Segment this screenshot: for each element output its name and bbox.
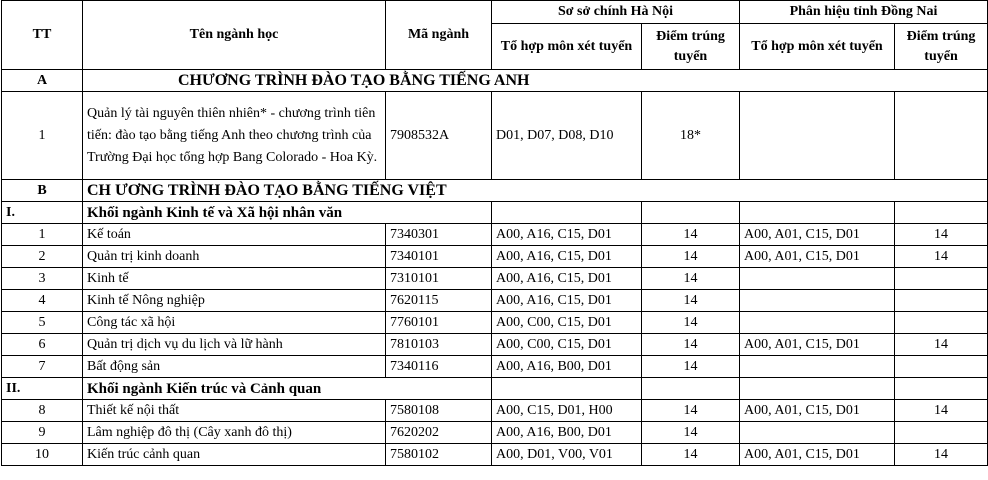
- table-header: [2, 1, 988, 70]
- header-tt: TT: [2, 1, 83, 70]
- row-program-code: 7340301: [386, 224, 492, 246]
- table-row: [2, 224, 988, 246]
- row-dongnai-score: [895, 356, 988, 378]
- section-code: I.: [2, 202, 83, 224]
- row-dongnai-combo: [740, 312, 895, 334]
- header-program-name: Tên ngành học: [83, 1, 386, 70]
- row-dongnai-score: 14: [895, 246, 988, 268]
- row-dongnai-combo: [740, 356, 895, 378]
- row-dongnai-combo: A00, A01, C15, D01: [740, 334, 895, 356]
- row-program-code: 7620115: [386, 290, 492, 312]
- row-dongnai-score: [895, 92, 988, 180]
- row-hanoi-combo: A00, A16, C15, D01: [492, 290, 642, 312]
- section-row-a: [2, 70, 988, 92]
- section-row-b: [2, 180, 988, 202]
- row-hanoi-score: 14: [642, 224, 740, 246]
- section-code: II.: [2, 378, 83, 400]
- row-program-code: 7620202: [386, 422, 492, 444]
- header-hanoi-campus: Sơ sở chính Hà Nội: [492, 1, 740, 24]
- row-program-name: Quản lý tài nguyên thiên nhiên* - chương trình tiên tiến: đào tạo bằng tiếng Anh theo chương trình của Trường Đại học tổng hợp Bang Colorado - Hoa Kỳ.: [83, 92, 386, 180]
- row-hanoi-score: 14: [642, 268, 740, 290]
- row-program-code: 7580108: [386, 400, 492, 422]
- table-row: [2, 334, 988, 356]
- row-hanoi-score: 14: [642, 422, 740, 444]
- row-dongnai-combo: A00, A01, C15, D01: [740, 444, 895, 466]
- row-program-code: 7340116: [386, 356, 492, 378]
- row-program-code: 7810103: [386, 334, 492, 356]
- row-tt: 7: [2, 356, 83, 378]
- header-hanoi-score: Điểm trúng tuyển: [642, 24, 740, 70]
- section-row-ii: [2, 378, 988, 400]
- table-row: [2, 268, 988, 290]
- table-row: [2, 422, 988, 444]
- header-dongnai-campus: Phân hiệu tỉnh Đồng Nai: [740, 1, 988, 24]
- row-dongnai-combo: [740, 290, 895, 312]
- section-title: Khối ngành Kinh tế và Xã hội nhân văn: [83, 202, 492, 224]
- row-hanoi-combo: A00, A16, C15, D01: [492, 268, 642, 290]
- row-dongnai-combo: [740, 92, 895, 180]
- row-hanoi-score: 14: [642, 246, 740, 268]
- table-row: [2, 400, 988, 422]
- row-dongnai-combo: A00, A01, C15, D01: [740, 224, 895, 246]
- row-program-name: Công tác xã hội: [83, 312, 386, 334]
- header-dongnai-score: Điểm trúng tuyển: [895, 24, 988, 70]
- row-dongnai-score: [895, 422, 988, 444]
- row-program-code: 7580102: [386, 444, 492, 466]
- section-row-i: [2, 202, 988, 224]
- row-hanoi-combo: A00, D01, V00, V01: [492, 444, 642, 466]
- row-hanoi-score: 14: [642, 400, 740, 422]
- row-hanoi-combo: A00, C00, C15, D01: [492, 312, 642, 334]
- section-title: Khối ngành Kiến trúc và Cảnh quan: [83, 378, 492, 400]
- admission-scores-table: [1, 0, 988, 466]
- row-tt: 8: [2, 400, 83, 422]
- row-tt: 4: [2, 290, 83, 312]
- section-title: CH ƯƠNG TRÌNH ĐÀO TẠO BẰNG TIẾNG VIỆT: [83, 180, 988, 202]
- row-dongnai-combo: [740, 422, 895, 444]
- row-program-name: Kinh tế Nông nghiệp: [83, 290, 386, 312]
- section-title: CHƯƠNG TRÌNH ĐÀO TẠO BẰNG TIẾNG ANH: [83, 70, 988, 92]
- row-dongnai-score: 14: [895, 444, 988, 466]
- row-hanoi-score: 14: [642, 290, 740, 312]
- row-program-name: Kinh tế: [83, 268, 386, 290]
- row-program-code: 7760101: [386, 312, 492, 334]
- row-hanoi-score: 14: [642, 356, 740, 378]
- row-tt: 6: [2, 334, 83, 356]
- row-program-code: 7340101: [386, 246, 492, 268]
- row-program-name: Thiết kế nội thất: [83, 400, 386, 422]
- row-hanoi-combo: D01, D07, D08, D10: [492, 92, 642, 180]
- row-program-name: Quản trị dịch vụ du lịch và lữ hành: [83, 334, 386, 356]
- row-hanoi-score: 14: [642, 334, 740, 356]
- table-row: [2, 246, 988, 268]
- row-program-name: Bất động sản: [83, 356, 386, 378]
- row-tt: 1: [2, 224, 83, 246]
- row-hanoi-combo: A00, A16, C15, D01: [492, 246, 642, 268]
- row-tt: 3: [2, 268, 83, 290]
- table-row: [2, 312, 988, 334]
- section-code: A: [2, 70, 83, 92]
- row-dongnai-combo: A00, A01, C15, D01: [740, 246, 895, 268]
- row-tt: 2: [2, 246, 83, 268]
- row-hanoi-score: 14: [642, 444, 740, 466]
- row-hanoi-combo: A00, C15, D01, H00: [492, 400, 642, 422]
- row-program-name: Quản trị kinh doanh: [83, 246, 386, 268]
- row-dongnai-score: [895, 290, 988, 312]
- table-row: [2, 290, 988, 312]
- table-row: [2, 444, 988, 466]
- row-program-name: Kế toán: [83, 224, 386, 246]
- row-dongnai-score: [895, 312, 988, 334]
- row-dongnai-combo: [740, 268, 895, 290]
- row-program-code: 7908532A: [386, 92, 492, 180]
- row-tt: 9: [2, 422, 83, 444]
- row-dongnai-combo: A00, A01, C15, D01: [740, 400, 895, 422]
- table-row: [2, 92, 988, 180]
- header-hanoi-combo: Tổ hợp môn xét tuyển: [492, 24, 642, 70]
- row-dongnai-score: [895, 268, 988, 290]
- row-hanoi-score: 14: [642, 312, 740, 334]
- row-program-code: 7310101: [386, 268, 492, 290]
- row-tt: 1: [2, 92, 83, 180]
- row-program-name: Lâm nghiệp đô thị (Cây xanh đô thị): [83, 422, 386, 444]
- row-hanoi-combo: A00, A16, B00, D01: [492, 422, 642, 444]
- row-hanoi-combo: A00, A16, B00, D01: [492, 356, 642, 378]
- row-hanoi-combo: A00, C00, C15, D01: [492, 334, 642, 356]
- row-dongnai-score: 14: [895, 334, 988, 356]
- header-program-code: Mã ngành: [386, 1, 492, 70]
- row-hanoi-combo: A00, A16, C15, D01: [492, 224, 642, 246]
- table-row: [2, 356, 988, 378]
- row-program-name: Kiến trúc cảnh quan: [83, 444, 386, 466]
- row-dongnai-score: 14: [895, 400, 988, 422]
- row-tt: 10: [2, 444, 83, 466]
- row-tt: 5: [2, 312, 83, 334]
- header-dongnai-combo: Tổ hợp môn xét tuyển: [740, 24, 895, 70]
- row-hanoi-score: 18*: [642, 92, 740, 180]
- row-dongnai-score: 14: [895, 224, 988, 246]
- section-code: B: [2, 180, 83, 202]
